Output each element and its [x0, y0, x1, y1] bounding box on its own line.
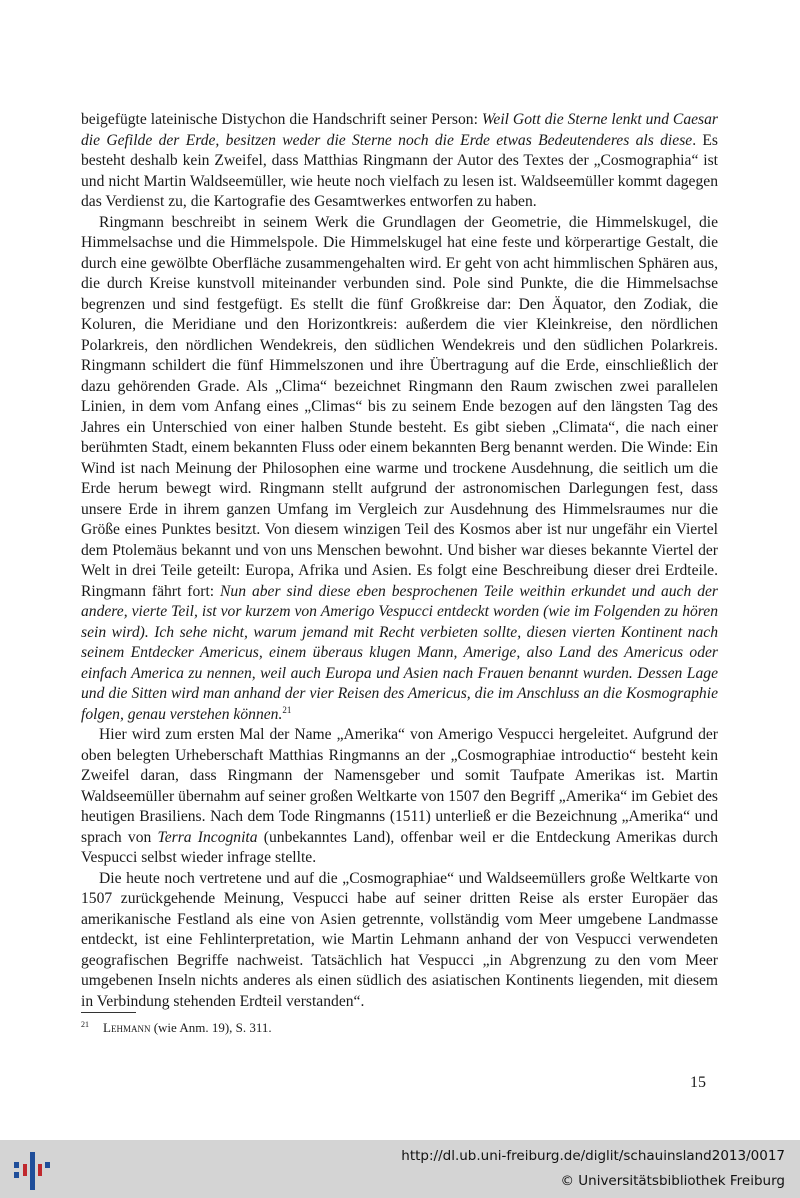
footnote-text: (wie Anm. 19), S. 311. [150, 1020, 272, 1035]
footnote-divider [81, 1012, 136, 1013]
library-footer [0, 1140, 800, 1198]
body-text [81, 110, 718, 1012]
paragraph [81, 213, 718, 726]
footnote-author: Lehmann [103, 1020, 151, 1035]
source-url[interactable]: http://dl.ub.uni-freiburg.de/diglit/schauinsland2013/0017 [401, 1148, 785, 1164]
footnote-number: 21 [81, 1020, 89, 1029]
ub-freiburg-logo-icon [10, 1150, 52, 1192]
italic-text: Terra Incognita [157, 828, 258, 846]
text-run: . Es besteht deshalb kein Zweifel, dass Matthias Ringmann der Autor des Textes der „Cosmographia“ ist und nicht Martin Waldseemüller, wie heute noch vielfach zu lesen ist. Waldseemüller kommt dagegen das Verdienst zu, die Kartografie des Gesamtwerkes entworfen zu haben. [81, 131, 719, 210]
italic-text: Nun aber sind diese eben besprochenen Teile weithin erkundet und auch der andere, vierte Teil, ist vor kurzem von Amerigo Vespucci entdeckt worden (wie im Folgenden zu hören sein wird). Ich sehe nicht, warum jemand mit Recht verbieten sollte, diesen vierten Kontinent nach seinem Entdecker Americus, einem überaus klugen Mann, Amerige, also Land des Americus oder einfach America zu nennen, weil auch Europa und Asien nach Frauen benannt wurden. Dessen Lage und die Sitten wird man anhand der vier Reisen des Americus, die im Anschluss an die Kosmographie folgen, genau verstehen können. [81, 582, 718, 723]
page-number: 15 [690, 1074, 706, 1091]
footnote [81, 1020, 718, 1036]
text-run: Ringmann beschreibt in seinem Werk die Grundlagen der Geometrie, die Himmelskugel, die Himmelsachse und die Himmelspole. Die Himmelskugel hat eine feste und körperartige Gestalt, die durch eine gewölbte Oberfläche zusammengehalten wird. Er geht von acht himmlischen Sphären aus, die durch Kreise kunstvoll miteinander verbunden sind. Pole sind Punkte, die die Himmelsachse begrenzen und sind festgefügt. Es stellt die fünf Großkreise dar: Den Äquator, den Zodiak, die Koluren, die Meridiane und den Horizontkreis: außerdem die vier Kleinkreise, den nördlichen Polarkreis, den nördlichen Wendekreis, den südlichen Wendekreis und den südlichen Polarkreis. Ringmann schildert die fünf Himmelszonen und ihre Übertragung auf die Erde, einschließlich der dazu gehörenden Grade. Als „Clima“ bezeichnet Ringmann den Raum zwischen zwei parallelen Linien, in dem vom Anfang eines „Climas“ bis zu seinem Ende bezogen auf den längsten Tag des Jahres ein Unterschied von einer halben Stunde besteht. Es gibt sieben „Climata“, die nach einer berühmten Stadt, einem bekannten Fluss oder einem bekannten Berg benannt werden. Die Winde: Ein Wind ist nach Meinung der Philosophen eine warme und trockene Ausdehnung, die seitlich um die Erde herum bewegt wird. Ringmann stellt aufgrund der astronomischen Darlegungen fest, dass unsere Erde in ihrem ganzen Umfang im Vergleich zur Ausdehnung des Himmelsraumes nur die Größe eines Punktes besitzt. Von diesem winzigen Teil des Kosmos aber ist nur ungefähr ein Viertel dem Ptolemäus bekannt und von uns Menschen bewohnt. Und bisher war dieses bekannte Viertel der Welt in drei Teile geteilt: Europa, Afrika und Asien. Es folgt eine Beschreibung dieser drei Erdteile. Ringmann fährt fort: [81, 213, 718, 600]
paragraph [81, 725, 718, 869]
footnote-reference: 21 [282, 704, 292, 715]
text-run: (unbekanntes Land), offenbar weil er die Entdeckung Amerikas durch Vespucci selbst wieder infrage stellte. [81, 828, 718, 866]
text-run: beigefügte lateinische Distychon die Handschrift seiner Person: [81, 111, 482, 128]
text-run: Die heute noch vertretene und auf die „Cosmographiae“ und Waldseemüllers große Weltkarte von 1507 zurückgehende Meinung, Vespucci habe auf seiner dritten Reise als erster Europäer das amerikanische Festland als eine von Asien getrennte, vollständig vom Meer umgebene Landmasse entdeckt, ist eine Fehlinterpretation, wie Martin Lehmann anhand der von Vespucci verwendeten geografischen Begriffe nachweist. Tatsächlich hat Vespucci „in Abgrenzung zu den vom Meer umgebenen Inseln nichts anderes als einen südlich des asiatischen Kontinents liegenden, mit diesem in Verbindung stehenden Erdteil verstanden“. [81, 869, 718, 1010]
paragraph [81, 869, 718, 1013]
italic-text: Weil Gott die Sterne lenkt und Caesar die Gefilde der Erde, besitzen weder die Sterne noch die Erde etwas Bedeutenderes als diese [81, 111, 718, 149]
paragraph [81, 110, 718, 213]
copyright-notice: © Universitätsbibliothek Freiburg [560, 1173, 785, 1189]
text-run: Hier wird zum ersten Mal der Name „Amerika“ von Amerigo Vespucci hergeleitet. Aufgrund der oben belegten Urheberschaft Matthias Ringmanns an der „Cosmographiae introductio“ besteht kein Zweifel daran, dass Ringmann der Namensgeber und somit Taufpate Amerikas ist. Martin Waldseemüller übernahm auf seiner großen Weltkarte von 1507 den Begriff „Amerika“ im Gebiet des heutigen Brasiliens. Nach dem Tode Ringmanns (1511) unterließ er die Bezeichnung „Amerika“ und sprach von [81, 726, 718, 846]
